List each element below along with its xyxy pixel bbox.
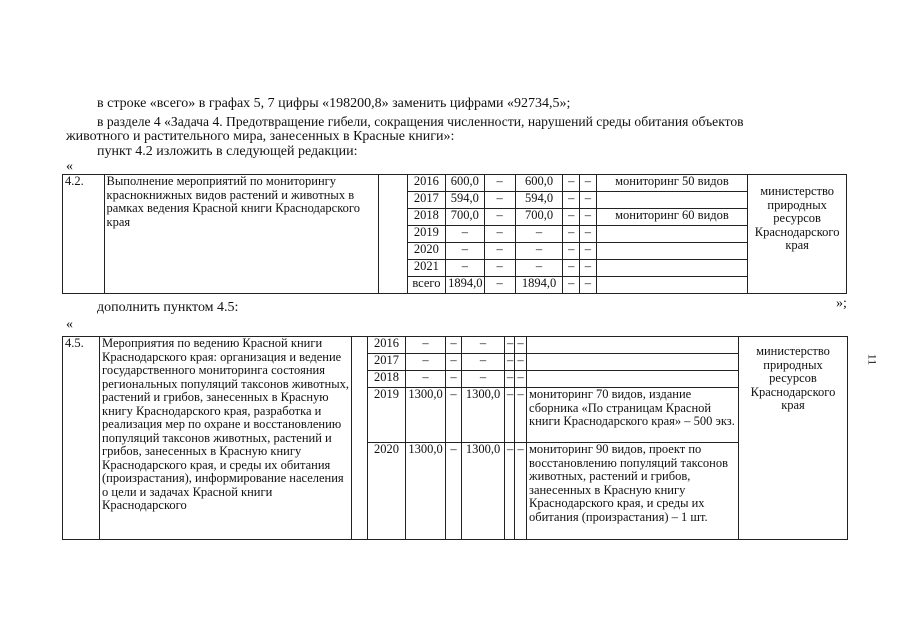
item-number: 4.5. [63,337,100,540]
value-cell: – [580,277,597,294]
value-cell: – [515,260,563,277]
page-number: 11 [865,353,880,366]
value-cell: – [462,337,505,354]
value-cell: – [484,192,515,209]
value-cell: – [446,388,462,443]
value-cell: 1300,0 [406,388,446,443]
responsible-cell: министерство природных ресурсов Краснодарского края [748,175,847,294]
quote-close-1: »; [836,296,847,311]
year-cell: 2016 [368,337,406,354]
value-cell: – [484,260,515,277]
value-cell: – [515,226,563,243]
result-cell [596,260,748,277]
value-cell: – [446,226,484,243]
value-cell: – [515,354,527,371]
paragraph-4: дополнить пунктом 4.5: [97,300,239,315]
value-cell: – [462,371,505,388]
value-cell: – [446,443,462,540]
value-cell: 1300,0 [462,443,505,540]
value-cell: – [563,226,580,243]
value-cell: – [484,226,515,243]
value-cell: – [563,192,580,209]
paragraph-2-line-2: животного и растительного мира, занесенных в Красные книги»: [66,129,455,144]
value-cell: – [580,175,597,192]
year-cell: всего [407,277,445,294]
responsible-cell: министерство природных ресурсов Краснодарского края [739,337,848,540]
item-description: Мероприятия по ведению Красной книги Краснодарского края: организация и ведение государственного мониторинга состояния региональных популяций таксонов животных, растений и грибов, занесенных в Красную книгу Краснодарского края, разработка и реализация мер по охране и восстановлению популяций таксонов животных, растений и грибов, занесенных в Красную книгу Краснодарского края, и среды их обитания (произрастания), информирование населения о цели и задачах Красной книги Краснодарского [100,337,352,540]
quote-open-2: « [66,317,73,332]
value-cell: – [462,354,505,371]
value-cell: – [515,337,527,354]
value-cell: – [505,337,515,354]
value-cell: – [406,371,446,388]
value-cell: – [563,175,580,192]
result-cell [596,192,748,209]
value-cell: 600,0 [515,175,563,192]
result-cell [527,371,739,388]
table-row [63,337,848,354]
result-cell: мониторинг 60 видов [596,209,748,226]
item-number: 4.2. [63,175,105,294]
year-cell: 2020 [368,443,406,540]
value-cell: 594,0 [446,192,484,209]
paragraph-2-line-1: в разделе 4 «Задача 4. Предотвращение гибели, сокращения численности, нарушений среды обитания объектов [97,114,744,129]
value-cell: – [446,243,484,260]
value-cell: – [446,354,462,371]
value-cell: – [505,443,515,540]
year-cell: 2017 [407,192,445,209]
year-cell: 2019 [407,226,445,243]
value-cell: – [484,209,515,226]
result-cell [596,226,748,243]
value-cell: – [580,243,597,260]
value-cell: – [563,209,580,226]
value-cell: – [484,243,515,260]
value-cell: – [515,371,527,388]
paragraph-3: пункт 4.2 изложить в следующей редакции: [97,144,358,159]
value-cell: – [484,175,515,192]
value-cell: – [505,371,515,388]
result-cell [527,354,739,371]
value-cell: – [484,277,515,294]
year-cell: 2020 [407,243,445,260]
blank-cell [352,337,368,540]
value-cell: – [580,226,597,243]
result-cell: мониторинг 70 видов, издание сборника «По страницам Красной книги Краснодарского края» – 500 экз. [527,388,739,443]
value-cell: – [505,354,515,371]
value-cell: 1894,0 [446,277,484,294]
value-cell: – [563,260,580,277]
value-cell: 1300,0 [462,388,505,443]
value-cell: – [446,371,462,388]
result-cell [527,337,739,354]
value-cell: – [563,277,580,294]
value-cell: – [580,260,597,277]
result-cell [596,243,748,260]
value-cell: 700,0 [446,209,484,226]
value-cell: – [446,337,462,354]
year-cell: 2017 [368,354,406,371]
result-cell: мониторинг 90 видов, проект по восстановлению популяций таксонов животных, растений и грибов, занесенных в Красную книгу Краснодарского края, и среды их обитания (произрастания) – 1 шт. [527,443,739,540]
value-cell: – [580,192,597,209]
value-cell: 1300,0 [406,443,446,540]
quote-open-1: « [66,159,73,174]
value-cell: – [505,388,515,443]
year-cell: 2019 [368,388,406,443]
value-cell: 594,0 [515,192,563,209]
blank-cell [378,175,407,294]
value-cell: – [515,443,527,540]
table-row [63,175,847,192]
value-cell: – [580,209,597,226]
year-cell: 2018 [407,209,445,226]
value-cell: – [515,243,563,260]
result-cell [596,277,748,294]
value-cell: 600,0 [446,175,484,192]
value-cell: 700,0 [515,209,563,226]
value-cell: – [563,243,580,260]
year-cell: 2018 [368,371,406,388]
value-cell: 1894,0 [515,277,563,294]
item-description: Выполнение мероприятий по мониторингу краснокнижных видов растений и животных в рамках ведения Красной книги Краснодарского края [104,175,378,294]
result-cell: мониторинг 50 видов [596,175,748,192]
value-cell: – [406,337,446,354]
table-item-4-5 [62,336,848,540]
value-cell: – [515,388,527,443]
paragraph-1: в строке «всего» в графах 5, 7 цифры «198200,8» заменить цифрами «92734,5»; [97,96,571,111]
year-cell: 2021 [407,260,445,277]
year-cell: 2016 [407,175,445,192]
value-cell: – [446,260,484,277]
table-item-4-2 [62,174,847,294]
value-cell: – [406,354,446,371]
